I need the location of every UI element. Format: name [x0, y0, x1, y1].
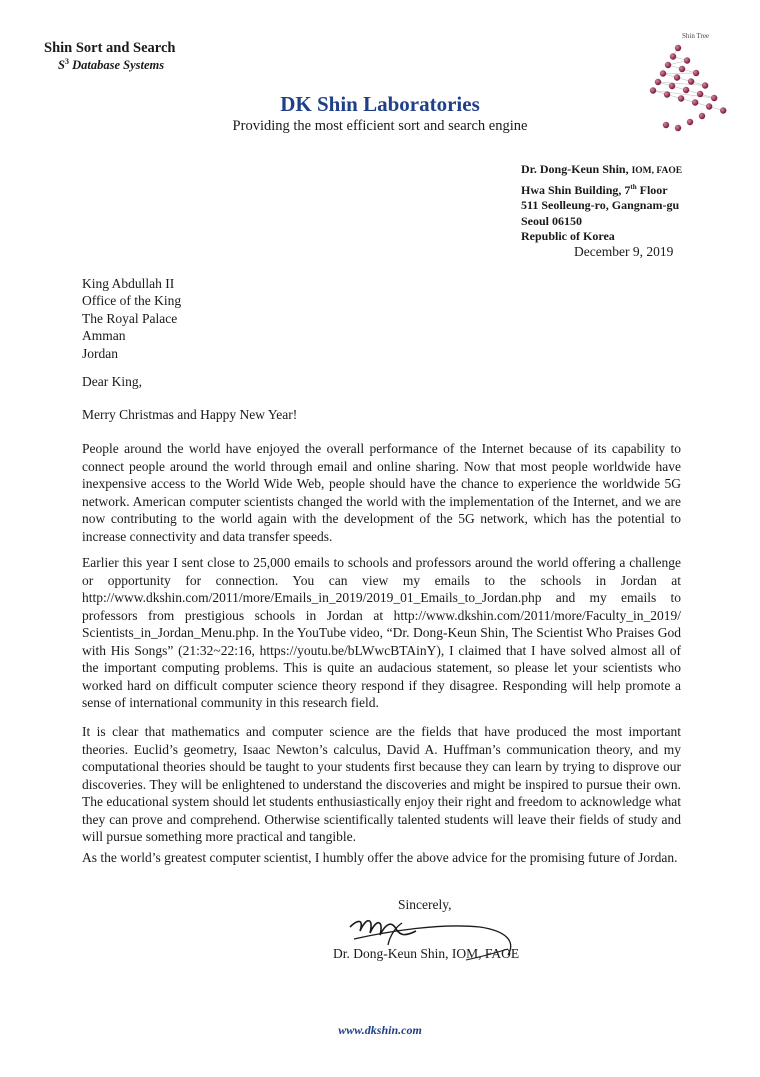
brand-subtitle-sup: 3 — [64, 57, 69, 66]
paragraph-text: It is clear that mathematics and computer science are the fields that have produced the most important theories. Euclid’s geometry, Isaac Newton’s calculus, David A. Huffman’s communication theory, and my computational theories should be taught to your students first because they can learn by trying to disprove our discoveries. They will be enlightened to understand the discoveries and might be inspired to pursue their own. The educational system should let students enthusiastically enjoy their right and freedom to acknowledge what they can prove and comprehend. Otherwise scientifically talented students will leave their fields of study and will pursue something more practical and tangible. — [82, 724, 681, 844]
letterhead-brand — [44, 40, 175, 73]
brand-subtitle — [58, 57, 175, 73]
brand-name: Shin Sort and Search — [44, 40, 176, 56]
recipient-line: Amman — [82, 328, 126, 344]
recipient-line: Jordan — [82, 345, 118, 361]
logo-dot — [679, 66, 685, 72]
paragraph-text: Earlier this year I sent close to 25,000 emails to schools and professors around the world offering a challenge or opportunity for connection. You can view my emails to the schools in Jordan at http://www.dkshin.com/2011/more/Emails_in_2019/2019_01_Emails_to_Jordan.php and my emails to professors from prestigious schools in Jordan at http://www.dkshin.com/2011/more/Faculty_in_2019/ Scientists_in_Jordan_Menu.php. In the YouTube video, “Dr. Dong-Keun Shin, The Scientist Who Praises God with His Songs” (21:32~22:16, https://youtu.be/bLWwcBTAinY), I claimed that I have solved almost all of the important computing problems. This is quite an audacious statement, so please let your scientists who worked hard on difficult computer science theory respond if they disagree. Responding will help promote a sense of international community in this research field. — [82, 555, 681, 710]
logo-label: Shin Tree — [682, 32, 710, 40]
logo-dot — [660, 70, 666, 76]
laboratory-header — [0, 92, 760, 135]
laboratory-tagline: Providing the most efficient sort and search engine — [232, 118, 528, 134]
sender-address — [521, 162, 682, 245]
body-paragraph — [82, 554, 681, 712]
logo-dot — [675, 45, 681, 51]
logo-dot — [670, 53, 676, 59]
logo-dot — [688, 78, 694, 84]
sender-name: Dr. Dong-Keun Shin, — [521, 162, 629, 176]
logo-dot — [665, 62, 671, 68]
recipient-line: King Abdullah II — [82, 276, 175, 291]
body-paragraph — [82, 440, 681, 545]
body-paragraph — [82, 723, 681, 846]
recipient-address — [82, 275, 181, 362]
footer-website-link[interactable]: www.dkshin.com — [338, 1023, 422, 1037]
recipient-line: Office of the King — [82, 293, 182, 309]
paragraph-text: People around the world have enjoyed the overall performance of the Internet because of its capability to connect people around the world through email and online sharing. Now that most people worldwide have inexpensive access to the World Wide Web, people should have the chance to experience the worldwide 5G network. American computer scientists changed the world with the implementation of the Internet, and we are now contributing to the world again with the development of the 5G network, which has the potential to increase connectivity and data transfer speeds. — [82, 441, 681, 544]
logo-dot — [702, 82, 708, 88]
sender-country: Republic of Korea — [521, 229, 615, 243]
closing: Sincerely, — [398, 897, 452, 912]
greeting: Merry Christmas and Happy New Year! — [82, 407, 298, 422]
body-paragraph — [82, 849, 681, 867]
logo-dot — [669, 83, 675, 89]
sender-building-sup: th — [630, 182, 637, 191]
logo-dot — [693, 70, 699, 76]
logo-dot — [655, 79, 661, 85]
sender-name-line — [521, 162, 682, 180]
laboratory-title: DK Shin Laboratories — [280, 92, 480, 116]
brand-subtitle-rest: Database Systems — [68, 58, 165, 73]
sender-building-floor: Floor — [636, 182, 668, 197]
sender-street: 511 Seolleung-ro, Gangnam-gu — [521, 198, 680, 212]
logo-dot — [674, 74, 680, 80]
sender-name-suffix: IOM, FAOE — [631, 166, 683, 176]
signer-name: Dr. Dong-Keun Shin, IOM, FAOE — [333, 946, 520, 961]
logo-dot — [684, 57, 690, 63]
sender-building-line — [521, 180, 682, 199]
brand-subtitle-prefix: S — [58, 58, 65, 73]
recipient-line: The Royal Palace — [82, 310, 178, 326]
sender-city: Seoul 06150 — [521, 213, 583, 228]
sender-building: Hwa Shin Building, 7 — [521, 182, 631, 197]
letter-date: December 9, 2019 — [574, 244, 674, 259]
salutation: Dear King, — [82, 374, 142, 389]
paragraph-text: As the world’s greatest computer scientist, I humbly offer the above advice for the promising future of Jordan. — [82, 850, 678, 865]
